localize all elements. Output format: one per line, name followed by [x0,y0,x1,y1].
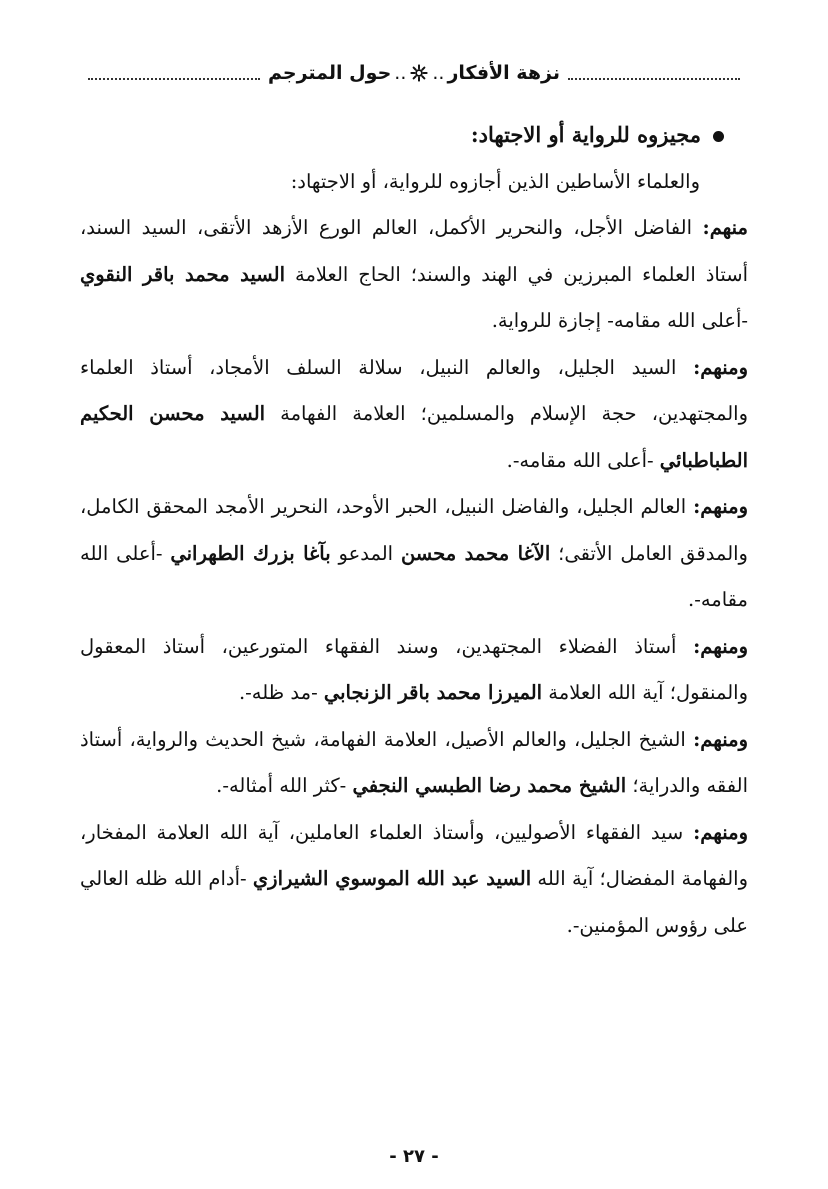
page-body [80,112,748,949]
header-chapter-title: حول المترجم [268,62,392,84]
section-heading [80,112,748,159]
entry-lead: منهم: [702,216,748,239]
entry-paragraph [80,484,748,624]
entry-lead: ومنهم: [693,727,748,751]
header-book-title: نزهة الأفكار [447,62,560,84]
entry-text: الشيخ الجليل، والعالم الأصيل، العلامة الفهامة، شيخ الحديث والرواية، أستاذ الفقه والدراية؛ [80,727,748,797]
entry-text: العالم الجليل، والفاضل النبيل، الحبر الأوحد، النحرير الأمجد المحقق الكامل، والمدقق العامل الأتقى؛ [80,495,748,565]
entry-lead: ومنهم: [693,634,748,658]
section-heading-text: مجيزوه للرواية أو الاجتهاد: [470,122,701,147]
header-dots-left [88,78,260,80]
entry-lead: ومنهم: [693,820,748,844]
scholar-name: الشيخ محمد رضا الطبسي النجفي [352,774,627,797]
entry-text: -أدام الله ظله العالي على رؤوس المؤمنين-. [80,867,748,937]
entry-paragraph [80,717,748,810]
scholar-name: الآغا محمد محسن [400,541,551,565]
bullet-dot-icon [713,131,724,142]
page-number: - ٢٧ - [389,1146,439,1167]
entry-paragraph [80,810,748,950]
header-separator-left: .. [432,62,445,84]
scholar-name: بآغا بزرك الطهراني [170,541,331,565]
header-dots-right [568,78,740,80]
entry-text: الفاضل الأجل، والنحرير الأكمل، العالم الورع الأزهد الأتقى، السيد السند، أستاذ العلماء المبرزين في الهند والسند؛ الحاج العلامة [80,216,749,286]
header-separator-right: .. [394,62,407,84]
entry-text: سيد الفقهاء الأصوليين، وأستاذ العلماء العاملين، آية الله العلامة المفخار، والفهامة المفضال؛ آية الله [80,820,748,890]
scholar-name: السيد محسن الحكيم الطباطبائي [80,402,748,472]
entry-lead: ومنهم: [693,355,748,379]
entry-text: أستاذ الفضلاء المجتهدين، وسند الفقهاء المتورعين، أستاذ المعقول والمنقول؛ آية الله العلامة [80,634,748,704]
entry-paragraph [80,345,748,485]
scholar-name: الميرزا محمد باقر الزنجابي [323,681,543,704]
entry-paragraph [80,205,748,345]
scholar-name: السيد محمد باقر النقوي [80,262,286,286]
entry-text: السيد الجليل، والعالم النبيل، سلالة السلف الأمجاد، أستاذ العلماء والمجتهدين، حجة الإسلام والمسلمين؛ العلامة الفهامة [80,355,749,425]
entry-paragraph [80,624,748,717]
entry-text: -كثر الله أمثاله-. [216,774,353,797]
entry-text: -أعلى الله مقامه-. [80,541,748,611]
intro-paragraph: والعلماء الأساطين الذين أجازوه للرواية، أو الاجتهاد: [290,169,700,193]
entry-text: -مد ظله-. [238,681,324,704]
entry-lead: ومنهم: [693,495,748,518]
running-header [82,56,746,90]
flower-ornament-icon [410,64,428,82]
entry-text: -أعلى الله مقامه-. [506,448,660,472]
entry-text: المدعو [330,541,401,565]
entry-text: -أعلى الله مقامه- إجازة للرواية. [491,309,748,332]
scholar-name: السيد عبد الله الموسوي الشيرازي [252,867,532,890]
